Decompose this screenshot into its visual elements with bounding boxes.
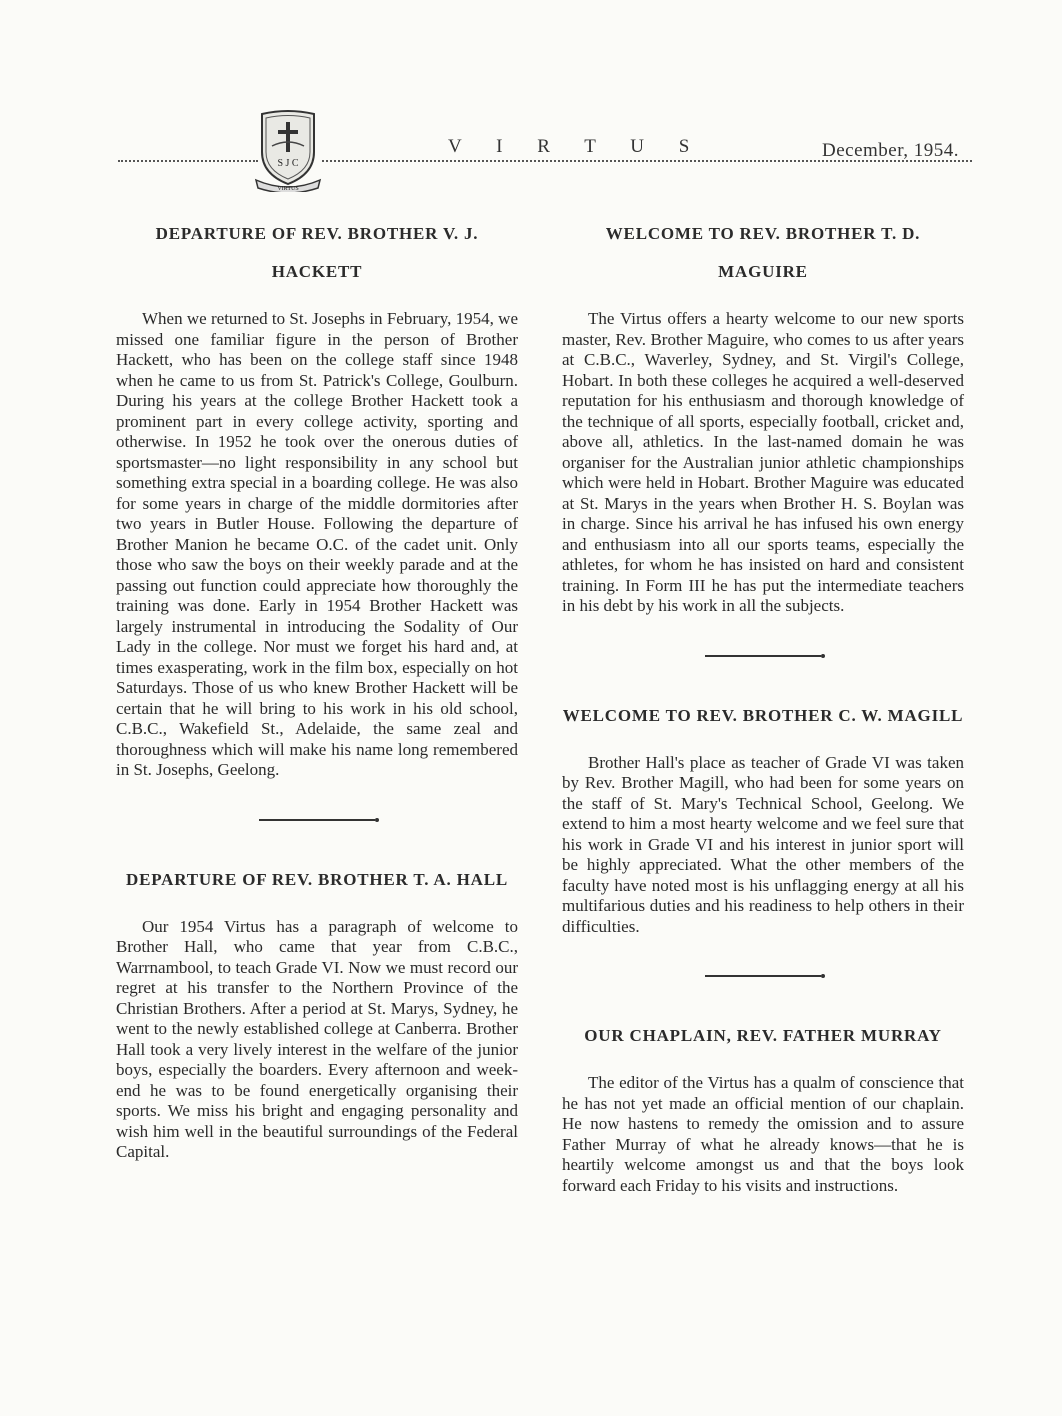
article-heading: DEPARTURE OF REV. BROTHER T. A. HALL <box>126 869 508 889</box>
article-body: Brother Hall's place as teacher of Grade VI was taken by Rev. Brother Magill, who had been for some years on the staff of St. Mary's Technical School, Geelong. We extend to him a most hearty welcome and we feel sure that his work in Grade VI and his interest in junior sport will be highly appreciated. What the other members of the faculty have noted most is his unflagging energy at all his multifarious duties and his readiness to help others in their difficulties. <box>562 752 964 936</box>
school-crest-icon <box>252 108 324 192</box>
article-heading: DEPARTURE OF REV. BROTHER V. J. HACKETT <box>155 224 479 281</box>
section-divider <box>259 819 375 821</box>
article-heading: WELCOME TO REV. BROTHER T. D. MAGUIRE <box>605 224 921 281</box>
masthead-title: V I R T U S <box>448 136 705 157</box>
article-body: The Virtus offers a hearty welcome to our new sports master, Rev. Brother Maguire, who comes to us after years at C.B.C., Waverley, Sydney, and St. Virgil's College, Hobart. In both these colleges he acquired a well-deserved reputation for his enthusiasm and thorough knowledge of the technique of all sports, especially football, cricket and, above all, athletics. In the last-named domain he was organiser for the Australian junior athletic championships which were held in Hobart. Brother Maguire was educated at St. Marys in the years when Brother H. S. Boylan was in charge. Since his arrival he has infused his own energy and enthusiasm into all our sports teams, especially the athletes, for whom he has insisted on hard and consistent training. In Form III he has put the intermediate teachers in his debt by his work in all the subjects. <box>562 309 964 615</box>
masthead-rule-left <box>118 160 258 162</box>
article-welcome-maguire <box>562 215 964 617</box>
left-column <box>116 215 518 1163</box>
section-divider <box>705 655 821 657</box>
article-chaplain-murray <box>562 1017 964 1196</box>
article-body: The editor of the Virtus has a qualm of conscience that he has not yet made an official mention of our chaplain. He now hastens to remedy the omission and to assure Father Murray of what he already knows—that he is heartily welcome amongst us and that the boys look forward each Friday to his visits and instructions. <box>562 1073 964 1195</box>
crest-initials: S J C <box>277 158 299 169</box>
article-departure-hall <box>116 861 518 1163</box>
section-divider <box>705 975 821 977</box>
right-column <box>562 215 964 1196</box>
article-heading: WELCOME TO REV. BROTHER C. W. MAGILL <box>562 705 964 725</box>
article-welcome-magill <box>562 697 964 938</box>
crest-motto: VIRTUS <box>277 186 299 192</box>
article-body: When we returned to St. Josephs in February, 1954, we missed one familiar figure in the person of Brother Hackett, who has been on the college staff since 1948 when he came to us from St. Patrick's College, Goulburn. During his years at the college Brother Hackett took a prominent part in every college activity, sporting and otherwise. In 1952 he took over the onerous duties of sportsmaster—no light responsibility in any school but something extra special in a boarding college. He was also for some years in charge of the middle dormitories after two years in Butler House. Following the departure of Brother Manion he became O.C. of the cadet unit. Only those who saw the boys on their weekly parade and at the passing out function could appreciate how thoroughly the training was done. Early in 1954 Brother Hackett was largely instrumental in introducing the Sodality of Our Lady in the college. Nor must we forget his hard and, at times exasperating, work in the film box, especially on hot Saturdays. Those of us who knew Brother Hackett will be certain that he will bring to his work in his old school, C.B.C., Wakefield St., Adelaide, the same zeal and thoroughness which will make his name long remembered in St. Josephs, Geelong. <box>116 309 518 779</box>
article-heading: OUR CHAPLAIN, REV. FATHER MURRAY <box>584 1026 942 1045</box>
masthead <box>0 0 1062 200</box>
article-body: Our 1954 Virtus has a paragraph of welcome to Brother Hall, who came that year from C.B.C., Warrnambool, to teach Grade VI. Now we must record our regret at his transfer to the Northern Province of the Christian Brothers. After a period at St. Marys, Sydney, he went to the newly established college at Canberra. Brother Hall took a very lively interest in the welfare of the junior boys, especially the boarders. Every afternoon and week-end he was to be found energetically organising their sports. We miss his bright and engaging personality and wish him well in the beautiful surroundings of the Federal Capital. <box>116 916 518 1161</box>
issue-date: December, 1954. <box>822 140 960 161</box>
article-departure-hackett <box>116 215 518 781</box>
